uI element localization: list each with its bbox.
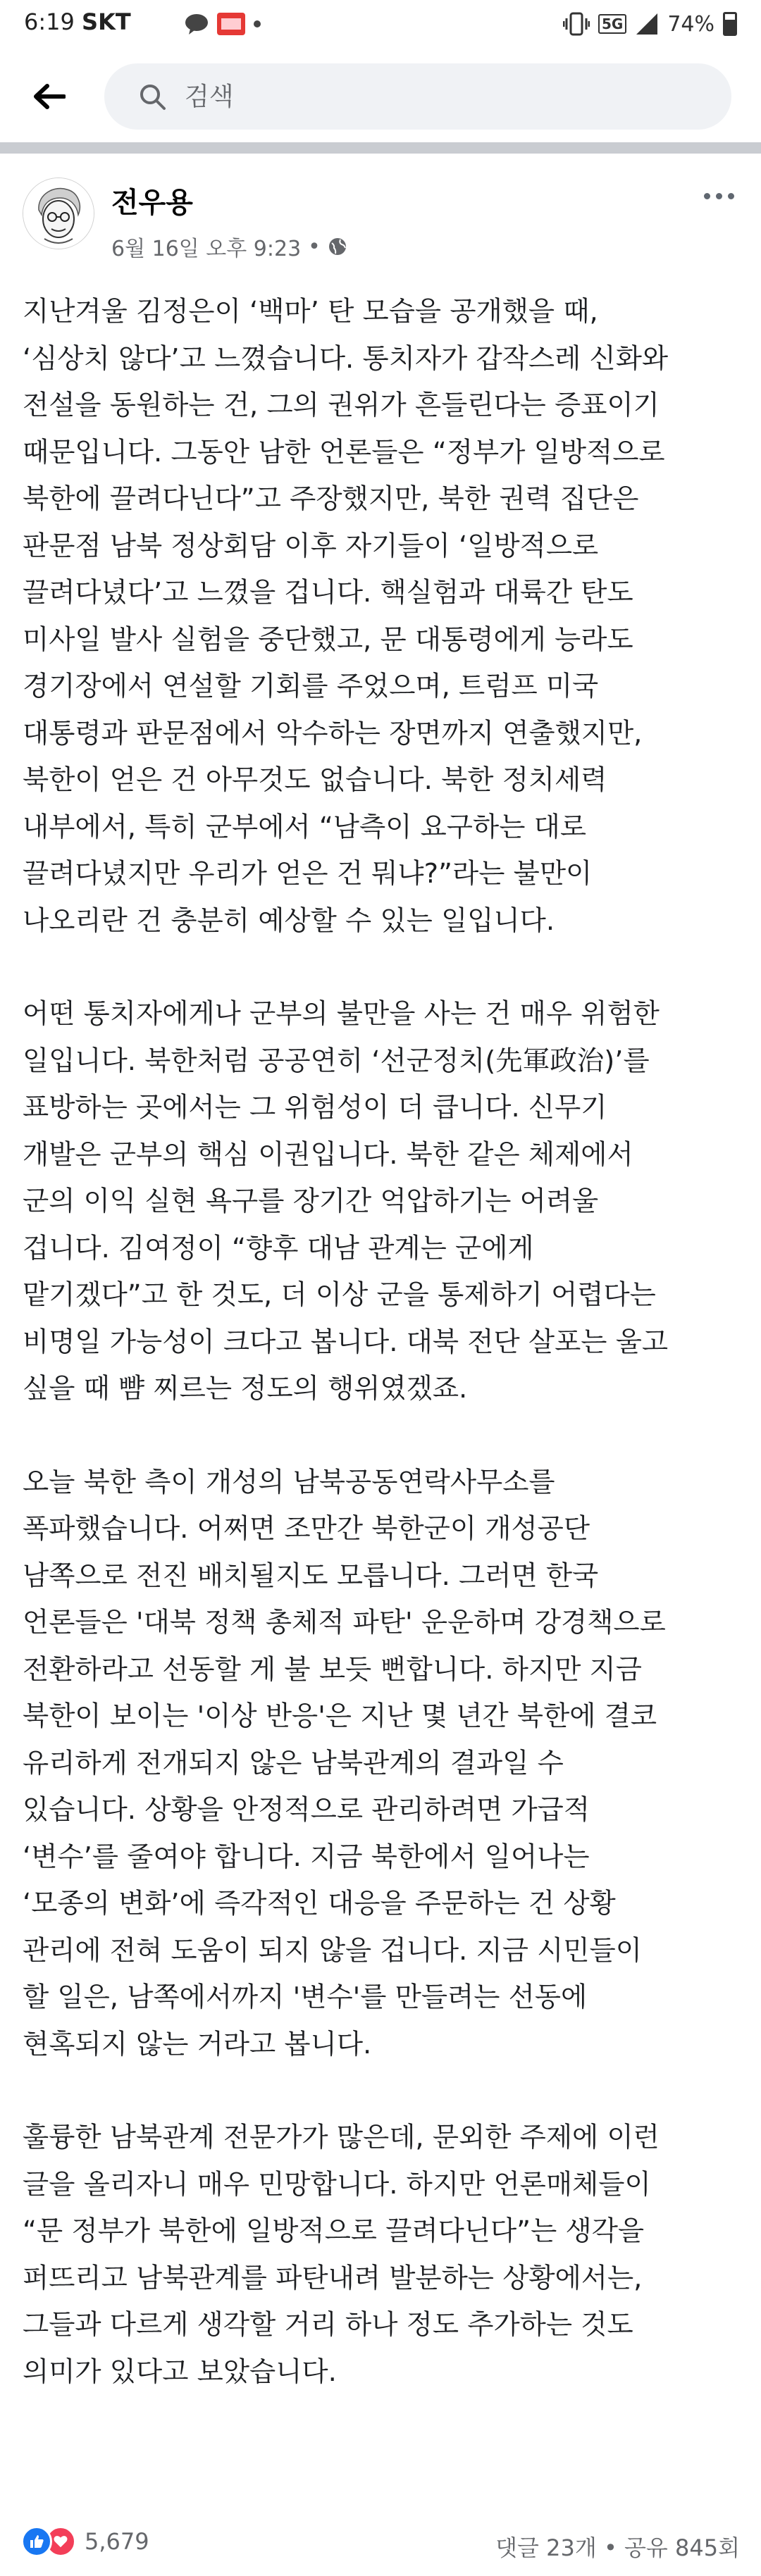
chat-bubble-icon (185, 13, 209, 35)
reaction-count: 5,679 (85, 2528, 149, 2555)
status-time: 6:19 (24, 8, 75, 35)
comment-count[interactable]: 댓글 23개 (495, 2534, 597, 2561)
back-button[interactable] (28, 79, 70, 114)
post-paragraph: 오늘 북한 측이 개성의 남북공동연락사무소를 폭파했습니다. 어쩌면 조만간 북한군이 개성공단 남쪽으로 전진 배치될지도 모릅니다. 그러면 한국 언론들은 '대북 정책 총체적 파탄' 운운하며 강경책으로 전환하라고 선동할 게 불 보듯 뻔합니다. 하지만 지금 북한이 보이는 '이상 반응'은 지난 몇 년간 북한에 결코 유리하게 전개되지 않은 남북관계의 결과일 수 있습니다. 상황을 안정적으로 관리하려면 가급적 ‘변수’를 줄여야 합니다. 지금 북한에서 일어나는 ‘모종의 변화’에 즉각적인 대응을 주문하는 건 상황 관리에 전혀 도움이 되지 않을 겁니다. 지금 시민들이 할 일은, 남쪽에서까지 '변수'를 만들려는 선동에 현혹되지 않는 거라고 봅니다. (23, 1466, 666, 2060)
status-time-carrier (24, 8, 131, 35)
app-notification-icon (217, 13, 245, 35)
meta-separator: • (308, 234, 321, 259)
like-icon (21, 2526, 52, 2557)
search-input[interactable] (183, 82, 679, 112)
vibrate-icon (563, 12, 590, 36)
status-bar (0, 0, 761, 51)
more-dots-icon (704, 193, 710, 199)
status-notification-icons (185, 11, 261, 37)
more-dots-icon (716, 193, 722, 199)
engagement-stats (495, 2530, 740, 2563)
post-paragraph: 어떤 통치자에게나 군부의 불만을 사는 건 매우 위험한 일입니다. 북한처럼 공공연히 ‘선군정치(先軍政治)’를 표방하는 곳에서는 그 위험성이 더 큽니다. 신무기 개발은 군부의 핵심 이권입니다. 북한 같은 체제에서 군의 이익 실현 욕구를 장기간 억압하기는 어려울 겁니다. 김여정이 “향후 대남 관계는 군에게 맡기겠다”고 한 것도, 더 이상 군을 통제하기 어렵다는 비명일 가능성이 크다고 봅니다. 대북 전단 살포는 울고 싶을 때 뺨 찌르는 정도의 행위였겠죠. (23, 998, 669, 1405)
post-footer (0, 2508, 761, 2576)
post-header (0, 154, 761, 273)
author-name[interactable]: 전우용 (111, 187, 193, 219)
search-icon (137, 81, 168, 112)
more-options-button[interactable] (698, 182, 740, 210)
post-date[interactable]: 6월 16일 오후 9:23 (111, 237, 302, 261)
battery-percent: 74% (667, 11, 714, 37)
avatar[interactable] (23, 178, 94, 249)
reactions-summary[interactable] (21, 2526, 149, 2557)
post-paragraph: 훌륭한 남북관계 전문가가 많은데, 문외한 주제에 이런 글을 올리자니 매우 민망합니다. 하지만 언론매체들이 “문 정부가 북한에 일방적으로 끌려다닌다”는 생각을 퍼뜨리고 남북관계를 파탄내려 발분하는 상황에서는, 그들과 다르게 생각할 거리 하나 정도 추가하는 것도 의미가 있다고 보았습니다. (23, 2122, 660, 2388)
battery-icon (723, 12, 737, 36)
post-body (23, 289, 741, 2442)
status-carrier: SKT (82, 8, 131, 35)
section-divider (0, 142, 761, 154)
dot-icon (254, 20, 261, 27)
search-box[interactable] (104, 63, 731, 130)
globe-icon (328, 237, 347, 256)
search-header (0, 51, 761, 142)
post-paragraph: 지난겨울 김정은이 ‘백마’ 탄 모습을 공개했을 때, ‘심상치 않다’고 느꼈습니다. 통치자가 갑작스레 신화와 전설을 동원하는 건, 그의 권위가 흔들린다는 증표이기 때문입니다. 그동안 남한 언론들은 “정부가 일방적으로 북한에 끌려다닌다”고 주장했지만, 북한 권력 집단은 판문점 남북 정상회담 이후 자기들이 ‘일방적으로 끌려다녔다’고 느꼈을 겁니다. 핵실험과 대륙간 탄도 미사일 발사 실험을 중단했고, 문 대통령에게 능라도 경기장에서 연설할 기회를 주었으며, 트럼프 미국 대통령과 판문점에서 악수하는 장면까지 연출했지만, 북한이 얻은 건 아무것도 없습니다. 북한 정치세력 내부에서, 특히 군부에서 “남측이 요구하는 대로 끌려다녔지만 우리가 얻은 건 뭐냐?”라는 불만이 나오리란 건 충분히 예상할 수 있는 일입니다. (23, 296, 669, 937)
arrow-left-icon (33, 84, 66, 109)
post-meta (111, 231, 347, 262)
stats-separator: • (603, 2534, 617, 2561)
more-dots-icon (728, 193, 734, 199)
status-system-icons (563, 8, 737, 39)
network-type: 5G (598, 14, 626, 34)
share-count[interactable]: 공유 845회 (624, 2534, 740, 2561)
signal-icon (635, 12, 659, 36)
